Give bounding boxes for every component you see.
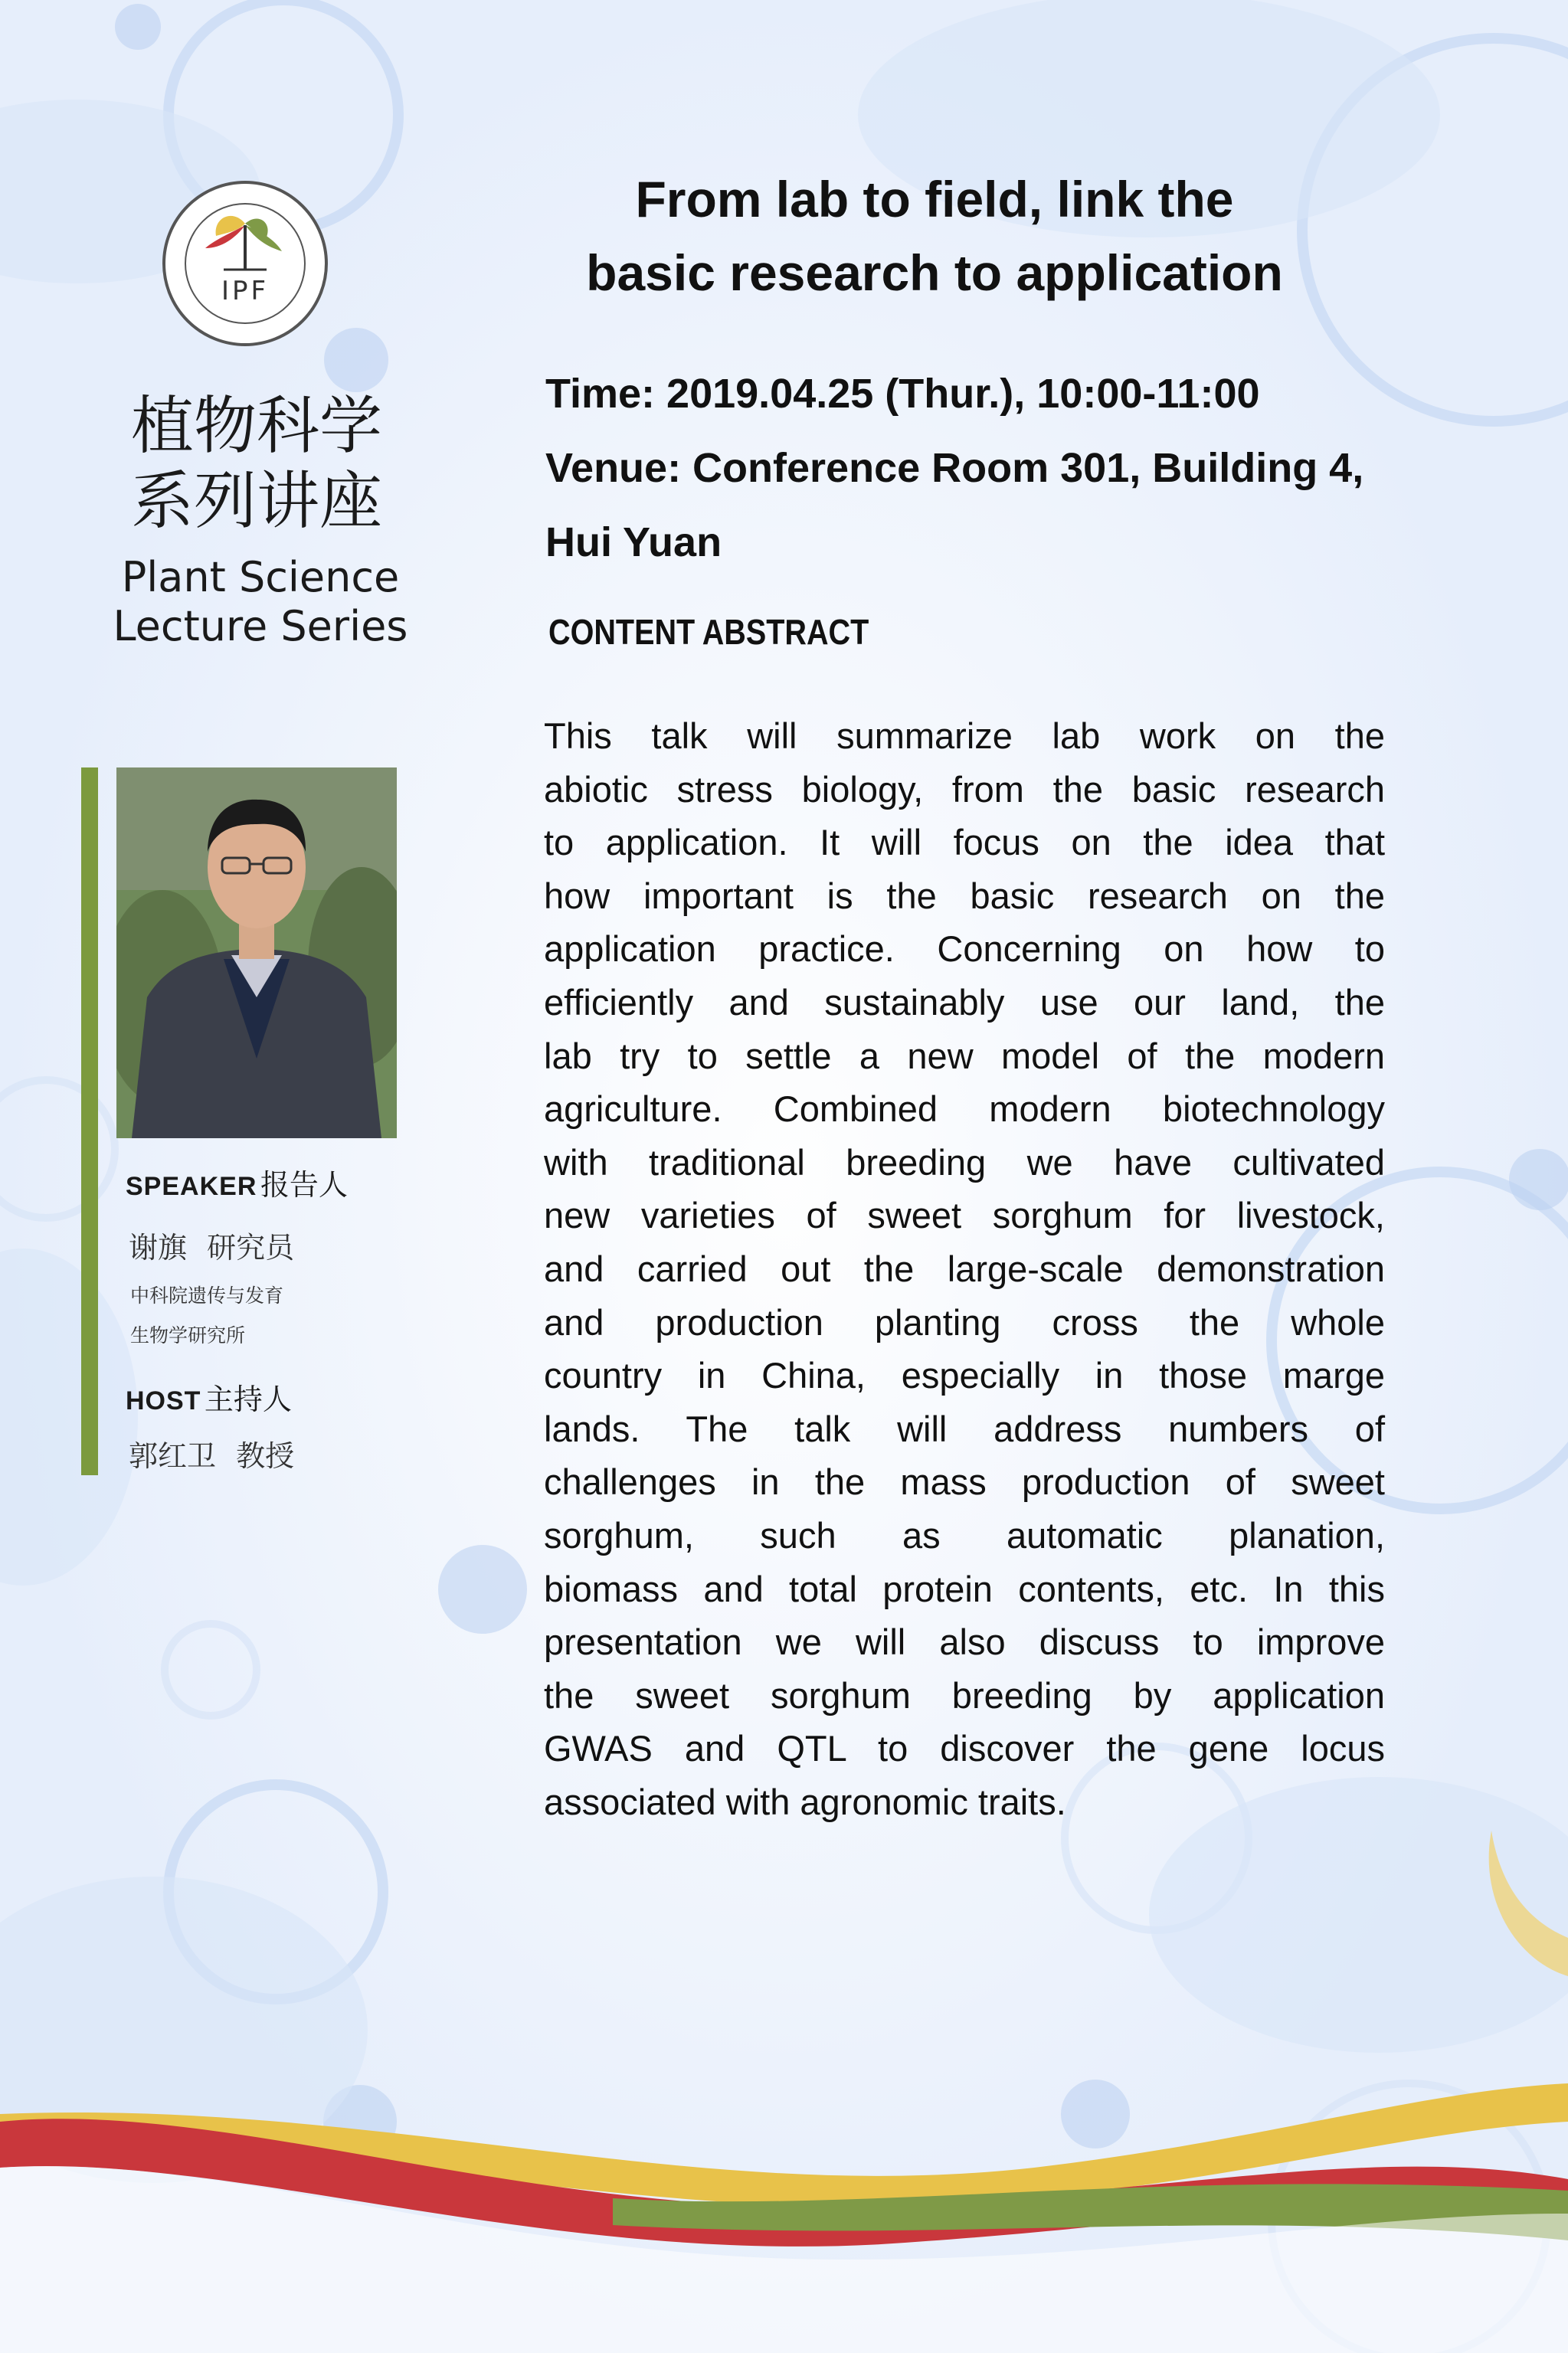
speaker-label (126, 1161, 348, 1203)
abstract-body (544, 709, 1385, 1828)
host-label (126, 1376, 292, 1418)
speaker-portrait-icon (116, 767, 397, 1138)
speaker-affiliation (130, 1276, 360, 1356)
event-time: Time: 2019.04.25 (Thur.), 10:00-11:00 (545, 371, 1260, 417)
abstract-line: country in China, especially in those marge (544, 1355, 1385, 1396)
abstract-line: and carried out the large-scale demonstration (544, 1248, 1385, 1289)
speaker-photo (116, 767, 397, 1138)
series-title-cn-line2: 系列讲座 (130, 465, 382, 538)
lecture-title-line2: basic research to application (586, 244, 1283, 301)
abstract-line: to application. It will focus on the idea that (544, 822, 1385, 863)
series-title-en-line2: Lecture Series (113, 602, 408, 650)
abstract-line: application practice. Concerning on how to (544, 928, 1385, 970)
abstract-line: efficiently and sustainably use our land, the (544, 981, 1385, 1023)
host-label-cn: 主持人 (204, 1383, 292, 1416)
abstract-line: biomass and total protein contents, etc. In this (544, 1568, 1385, 1609)
speaker-label-cn: 报告人 (260, 1168, 348, 1202)
abstract-line: challenges in the mass production of sweet (544, 1461, 1385, 1503)
logo-abbrev: IPF (221, 276, 270, 306)
abstract-line: lands. The talk will address numbers of (544, 1408, 1385, 1449)
lecture-title (536, 162, 1333, 309)
host-name: 郭红卫 教授 (129, 1439, 295, 1473)
abstract-line: GWAS and QTL to discover the gene locus (544, 1728, 1385, 1769)
speaker-affiliation-line1: 中科院遗传与发育 (130, 1284, 284, 1307)
speaker-label-en: SPEAKER (126, 1172, 257, 1201)
abstract-line: abiotic stress biology, from the basic research (544, 768, 1385, 810)
abstract-line: agriculture. Combined modern biotechnology (544, 1088, 1385, 1130)
abstract-line: This talk will summarize lab work on the (544, 715, 1385, 756)
series-title-cn-line1: 植物科学 (130, 390, 382, 463)
speaker-name: 谢旗 研究员 (129, 1231, 295, 1265)
speaker-panel-accent-bar (81, 767, 98, 1475)
series-title-en (84, 553, 437, 651)
event-info (545, 357, 1426, 580)
abstract-line: associated with agronomic traits. (544, 1781, 1066, 1822)
event-venue-line1: Venue: Conference Room 301, Building 4, (545, 445, 1364, 491)
host-label-en: HOST (126, 1386, 201, 1415)
event-venue-line2: Hui Yuan (545, 519, 722, 565)
institute-logo (159, 178, 331, 349)
abstract-line: how important is the basic research on the (544, 875, 1385, 916)
abstract-line: lab try to settle a new model of the modern (544, 1035, 1385, 1076)
abstract-line: new varieties of sweet sorghum for livestock, (544, 1195, 1385, 1236)
abstract-line: the sweet sorghum breeding by application (544, 1674, 1385, 1716)
series-title-cn (92, 389, 421, 539)
speaker-affiliation-line2: 生物学研究所 (130, 1324, 246, 1347)
abstract-line: and production planting cross the whole (544, 1301, 1385, 1343)
lecture-title-line1: From lab to field, link the (635, 171, 1234, 227)
abstract-heading: CONTENT ABSTRACT (548, 612, 869, 652)
abstract-line: presentation we will also discuss to improve (544, 1622, 1385, 1663)
abstract-line: with traditional breeding we have cultivated (544, 1141, 1385, 1183)
abstract-line: sorghum, such as automatic planation, (544, 1514, 1385, 1556)
series-title-en-line1: Plant Science (121, 553, 400, 601)
logo-emblem-icon (159, 178, 331, 349)
